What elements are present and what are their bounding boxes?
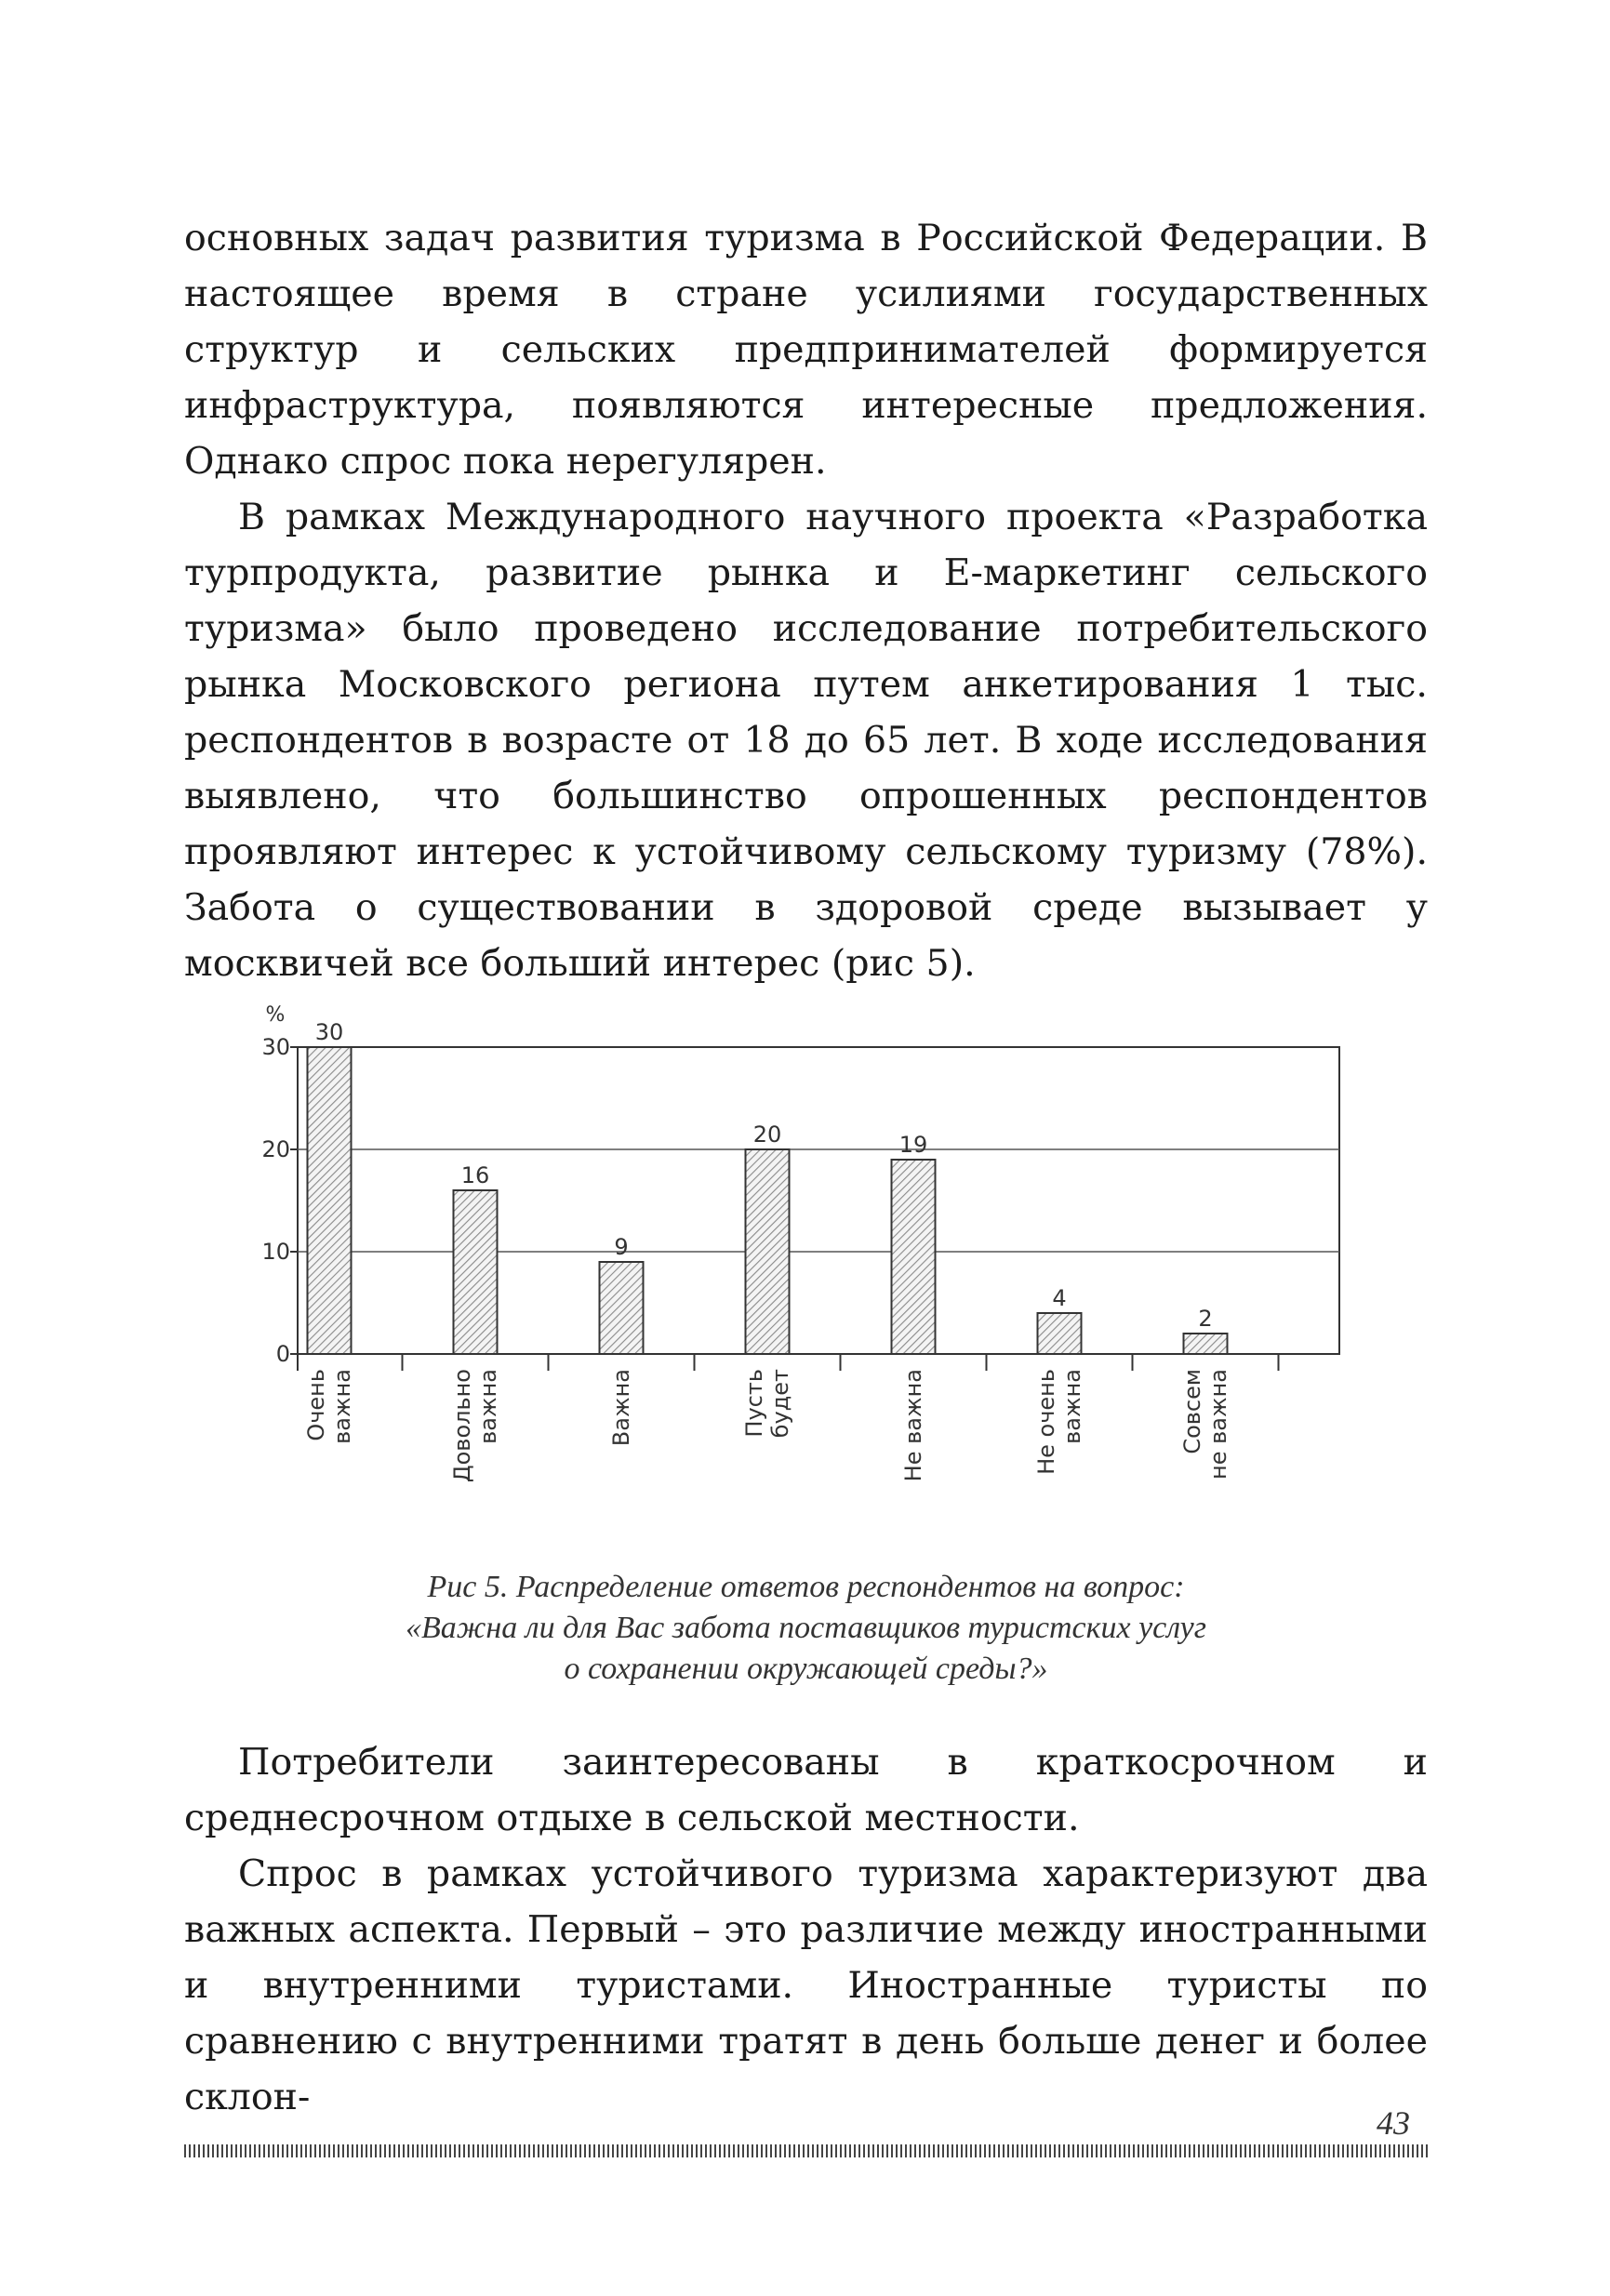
bar	[1038, 1313, 1082, 1354]
category-label	[900, 1369, 926, 1481]
chart-bars	[308, 1047, 1228, 1354]
caption-line-3: о сохранении окружающей среды?»	[564, 1652, 1048, 1686]
category-label-line: важна	[475, 1369, 501, 1444]
paragraph-consumers: Потребители заинтересованы в краткосрочном и среднесрочном отдыхе в сельской местности.	[184, 1741, 1428, 1839]
figure-caption	[184, 1567, 1428, 1690]
category-label	[303, 1369, 355, 1444]
bar-value-label: 9	[614, 1234, 629, 1260]
category-label	[449, 1369, 501, 1482]
paragraph-demand: Спрос в рамках устойчивого туризма характеризуют два важных аспекта. Первый – это различие между иностранными и внутренними туристами. Иностранные туристы по сравнению с внутренними тратят в день больше денег и более склон-	[184, 1852, 1428, 2118]
page-number: 43	[1377, 2104, 1410, 2142]
body-text-top	[184, 210, 1428, 991]
bar-value-label: 30	[314, 1019, 344, 1045]
paragraph-research: В рамках Международного научного проекта «Разработка турпродукта, развитие рынка и Е-маркетинг сельского туризма» было проведено исследование потребительского рынка Московского региона путем анкетирования 1 тыс. респондентов в возрасте от 18 до 65 лет. В ходе исследования выявлено, что большинство опрошенных респондентов проявляют интерес к устойчивому сельскому туризму (78%). Забота о существовании в здоровой среде вызывает у москвичей все больший интерес (рис 5).	[184, 496, 1428, 985]
y-tick-label: 10	[261, 1239, 290, 1265]
category-label	[1179, 1369, 1231, 1480]
category-label	[608, 1369, 634, 1446]
bar-value-label: 20	[752, 1121, 782, 1148]
category-label-line: важна	[1059, 1369, 1085, 1444]
category-label-line: Довольно	[449, 1369, 475, 1483]
category-label-line: Пусть	[741, 1369, 767, 1438]
bar	[1184, 1334, 1228, 1354]
category-label-line: не важна	[1205, 1369, 1231, 1480]
y-tick-label: 20	[261, 1136, 290, 1162]
y-tick-label: 30	[261, 1034, 290, 1060]
bar	[746, 1149, 790, 1354]
category-label-line: важна	[329, 1369, 355, 1444]
category-label-line: будет	[767, 1369, 793, 1439]
caption-line-1: Рис 5. Распределение ответов респондентов на вопрос:	[427, 1570, 1185, 1604]
bar	[454, 1190, 498, 1354]
category-label-line: Важна	[608, 1369, 634, 1447]
body-text-bottom	[184, 1734, 1428, 2125]
bar-value-label: 19	[898, 1132, 928, 1158]
category-label	[1033, 1369, 1085, 1475]
bar-chart	[260, 986, 1358, 1534]
category-label-line: Совсем	[1179, 1369, 1205, 1454]
category-label-line: Очень	[303, 1369, 329, 1441]
bar	[600, 1262, 644, 1354]
category-label-line: Не важна	[900, 1369, 926, 1482]
y-axis-label: %	[265, 1003, 286, 1027]
bar	[308, 1047, 352, 1354]
bar-value-label: 2	[1198, 1306, 1213, 1332]
chart-grid	[290, 1047, 1339, 1371]
paragraph-continued: основных задач развития туризма в Российской Федерации. В настоящее время в стране усилиями государственных структур и сельских предпринимателей формируется инфраструктура, появляются интересные предложения. Однако спрос пока нерегулярен.	[184, 217, 1428, 483]
bar-value-label: 4	[1052, 1285, 1067, 1311]
footer-rule	[184, 2144, 1430, 2157]
bar	[892, 1160, 936, 1354]
bar-value-label: 16	[460, 1162, 490, 1188]
y-tick-label: 0	[275, 1341, 290, 1367]
caption-line-2: «Важна ли для Вас забота поставщиков туристских услуг	[405, 1611, 1206, 1645]
category-label-line: Не очень	[1033, 1369, 1059, 1475]
category-label	[741, 1369, 793, 1438]
